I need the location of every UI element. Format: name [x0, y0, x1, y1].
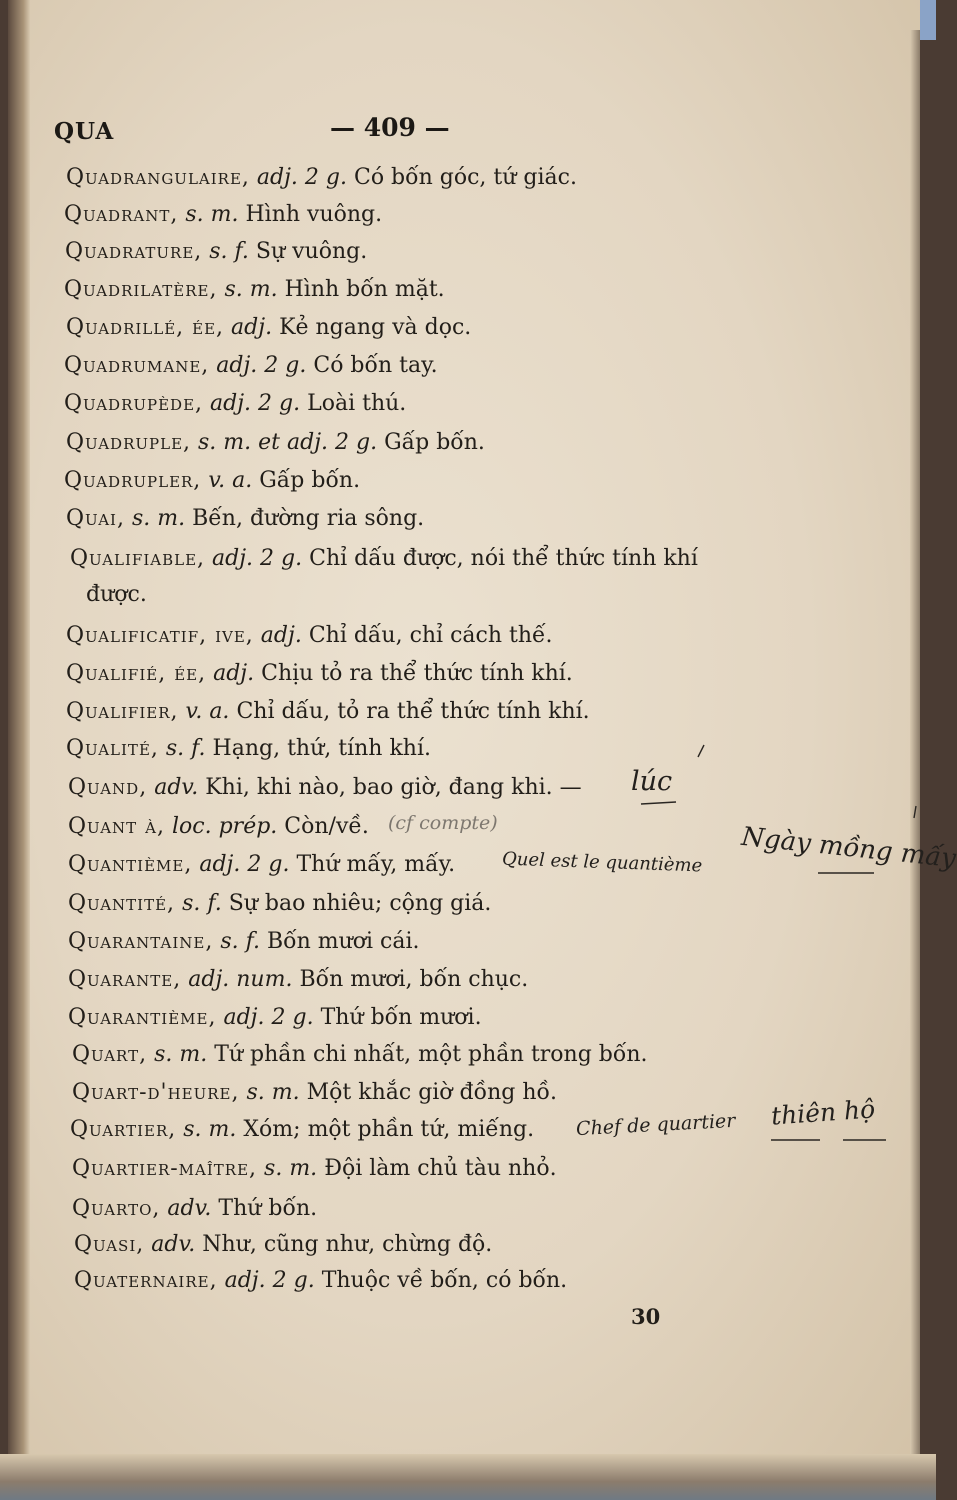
grammar-tag: adj. 2 g. [210, 391, 301, 416]
page-bottom-edge [0, 1454, 936, 1500]
headword: Quartier-maître, [72, 1156, 258, 1181]
headword: Quadrilatère, [64, 277, 218, 302]
grammar-tag: adj. 2 g. [256, 165, 347, 190]
definition: Gấp bốn. [259, 468, 361, 493]
headword: Quadrupède, [64, 391, 204, 416]
definition: Đội làm chủ tàu nhỏ. [324, 1156, 557, 1181]
grammar-tag: s. m. [246, 1080, 300, 1105]
grammar-tag: s. f. [182, 891, 222, 916]
definition: Bến, đường ria sông. [192, 506, 425, 531]
definition: Bốn mươi, bốn chục. [299, 967, 529, 992]
headword: Quadrant, [64, 202, 179, 227]
headword: Quai, [66, 506, 125, 531]
handwritten-note-pencil: (cf compte) [388, 812, 498, 834]
definition: Hạng, thứ, tính khí. [212, 736, 431, 761]
definition: Hình vuông. [245, 202, 383, 227]
headword: Quadrature, [65, 239, 203, 264]
grammar-tag: s. m. [183, 1117, 237, 1142]
grammar-tag: adj. [260, 623, 302, 648]
grammar-tag: adj. num. [188, 967, 293, 992]
headword: Quaternaire, [74, 1268, 218, 1293]
grammar-tag: adv. [151, 1232, 196, 1257]
grammar-tag: adj. 2 g. [223, 1005, 314, 1030]
grammar-tag: s. f. [220, 929, 260, 954]
grammar-tag: adj. [213, 661, 255, 686]
definition: Có bốn góc, tứ giác. [353, 165, 577, 190]
definition: Bốn mươi cái. [266, 929, 420, 954]
underline-stroke [641, 802, 676, 804]
definition: Một khắc giờ đồng hồ. [306, 1080, 557, 1105]
running-head: QUA [54, 118, 115, 145]
definition: Như, cũng như, chừng độ. [202, 1232, 493, 1257]
handwritten-note: Ngày mồng mấy [740, 821, 957, 875]
definition: Thứ bốn mươi. [320, 1005, 482, 1030]
definition: Thuộc về bốn, có bốn. [321, 1268, 568, 1293]
grammar-tag: adj. 2 g. [212, 546, 303, 571]
handwritten-note: thiên hộ [770, 1094, 877, 1131]
grammar-tag: s. f. [209, 239, 249, 264]
handwritten-note: Quel est le quantième [501, 848, 703, 877]
headword: Quadrillé, ée, [66, 315, 225, 340]
definition: Sự vuông. [255, 239, 368, 264]
definition: Thứ mấy, mấy. [296, 852, 456, 877]
headword: Quand, [68, 775, 148, 800]
definition: Kẻ ngang và dọc. [279, 315, 472, 340]
pen-mark [698, 745, 704, 757]
headword: Quadruple, [66, 430, 192, 455]
definition-continuation: được. [86, 582, 147, 607]
definition: Khi, khi nào, bao giờ, đang khi. — [205, 775, 582, 800]
definition: Hình bốn mặt. [284, 277, 445, 302]
page-number: — 409 — [330, 113, 450, 142]
book-page [8, 0, 957, 1500]
definition: Xóm; một phần tứ, miếng. [243, 1117, 535, 1142]
headword: Quadrupler, [64, 468, 202, 493]
signature-mark: 30 [631, 1304, 661, 1329]
grammar-tag: s. f. [165, 736, 206, 761]
headword: Quarto, [72, 1196, 161, 1221]
pen-mark [914, 806, 916, 818]
headword: Quantième, [68, 852, 193, 877]
handwritten-note: lúc [631, 766, 673, 797]
grammar-tag: s. m. [131, 506, 186, 531]
headword: Quarante, [68, 967, 182, 992]
headword: Quadrangulaire, [66, 165, 250, 190]
grammar-tag: s. m. [224, 277, 278, 302]
background-corner [920, 0, 936, 40]
headword: Qualifier, [66, 699, 179, 724]
definition: Chịu tỏ ra thể thức tính khí. [261, 661, 573, 686]
definition: Chỉ dấu được, nói thể thức tính khí [309, 546, 698, 571]
grammar-tag: s. m. et adj. 2 g. [198, 430, 378, 455]
definition: Chỉ dấu, chỉ cách thế. [308, 623, 553, 648]
handwritten-note: Chef de quartier [575, 1109, 736, 1141]
headword: Qualifié, ée, [66, 661, 207, 686]
grammar-tag: s. m. [154, 1042, 208, 1067]
headword: Quadrumane, [64, 353, 210, 378]
grammar-tag: adj. 2 g. [199, 852, 290, 877]
headword: Quart, [72, 1042, 148, 1067]
headword: Qualifiable, [70, 546, 206, 571]
headword: Quasi, [74, 1232, 145, 1257]
definition: Còn/về. [284, 814, 369, 839]
grammar-tag: s. m. [264, 1156, 318, 1181]
definition: Có bốn tay. [313, 353, 438, 378]
headword: Quartier, [70, 1117, 177, 1142]
headword: Quantité, [68, 891, 176, 916]
grammar-tag: s. m. [185, 202, 239, 227]
grammar-tag: adj. [231, 315, 273, 340]
grammar-tag: loc. prép. [172, 814, 278, 839]
definition: Chỉ dấu, tỏ ra thể thức tính khí. [236, 699, 590, 724]
definition: Tứ phần chi nhất, một phần trong bốn. [214, 1042, 648, 1067]
definition: Loài thú. [307, 391, 407, 416]
grammar-tag: adv. [154, 775, 199, 800]
headword: Quarantième, [68, 1005, 217, 1030]
grammar-tag: adv. [167, 1196, 212, 1221]
headword: Qualificatif, ive, [66, 623, 254, 648]
definition: Thứ bốn. [218, 1196, 318, 1221]
grammar-tag: adj. 2 g. [224, 1268, 315, 1293]
grammar-tag: v. a. [185, 699, 230, 724]
handwriting-strokes [8, 0, 920, 1500]
definition: Gấp bốn. [384, 430, 485, 455]
grammar-tag: adj. 2 g. [216, 353, 307, 378]
headword: Quart-d'heure, [72, 1080, 240, 1105]
headword: Quarantaine, [68, 929, 214, 954]
headword: Quant à, [68, 814, 165, 839]
definition: Sự bao nhiêu; cộng giá. [228, 891, 492, 916]
grammar-tag: v. a. [208, 468, 253, 493]
headword: Qualité, [66, 736, 159, 761]
